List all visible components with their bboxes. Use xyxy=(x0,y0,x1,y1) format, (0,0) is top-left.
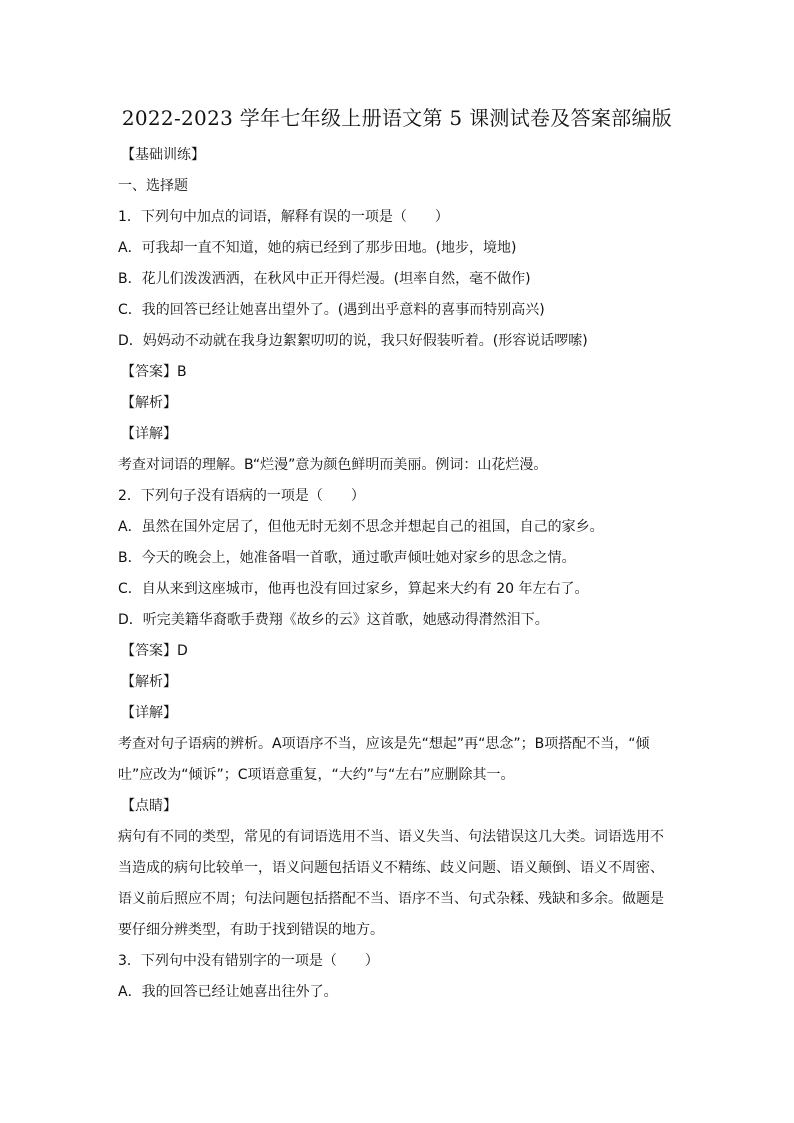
line-text: 语义前后照应不周；句法问题包括搭配不当、语序不当、句式杂糅、残缺和多余。做题是 xyxy=(118,891,664,907)
line-option: A．我的回答已经让她喜出往外了。 xyxy=(118,984,338,1000)
line-option: D．妈妈动不动就在我身边絮絮叨叨的说，我只好假装听着。(形容说话啰嗦) xyxy=(118,333,588,349)
line-question: 1．下列句中加点的词语，解释有误的一项是（ ） xyxy=(118,209,449,225)
line-tag: 【答案】B xyxy=(121,364,187,380)
line-text: 当造成的病句比较单一，语义问题包括语义不精练、歧义问题、语义颠倒、语义不周密、 xyxy=(118,860,664,876)
line-option: B．花儿们泼泼洒洒，在秋风中正开得烂漫。(坦率自然，毫不做作) xyxy=(118,271,531,287)
document-body xyxy=(118,140,688,1008)
line-text: 病句有不同的类型，常见的有词语选用不当、语义失当、句法错误这几大类。词语选用不 xyxy=(118,829,664,845)
line-option: C．自从来到这座城市，他再也没有回过家乡，算起来大约有 20 年左右了。 xyxy=(118,581,589,597)
line-tag: 【解析】 xyxy=(121,674,177,690)
line-tag: 【基础训练】 xyxy=(121,147,205,163)
line-option: C．我的回答已经让她喜出望外了。(遇到出乎意料的喜事而特别高兴) xyxy=(118,302,545,318)
line-tag: 【详解】 xyxy=(121,705,177,721)
line-tag: 【点睛】 xyxy=(121,798,177,814)
line-option: A．虽然在国外定居了，但他无时无刻不思念并想起自己的祖国，自己的家乡。 xyxy=(118,519,604,535)
line-option: B．今天的晚会上，她准备唱一首歌，通过歌声倾吐她对家乡的思念之情。 xyxy=(118,550,576,566)
line-tag: 【详解】 xyxy=(121,426,177,442)
line-question: 2．下列句子没有语病的一项是（ ） xyxy=(118,488,365,504)
line-tag: 【答案】D xyxy=(121,643,188,659)
line-text: 考查对词语的理解。B“烂漫”意为颜色鲜明而美丽。例词：山花烂漫。 xyxy=(118,457,548,473)
line-tag: 【解析】 xyxy=(121,395,177,411)
line-text: 考查对句子语病的辨析。A项语序不当，应该是先“想起”再“思念”；B项搭配不当，“倾 xyxy=(118,736,650,752)
line-option: D．听完美籍华裔歌手费翔《故乡的云》这首歌，她感动得潸然泪下。 xyxy=(118,612,549,628)
document-title: 2022-2023 学年七年级上册语文第 5 课测试卷及答案部编版 xyxy=(121,106,673,130)
line-option: A．可我却一直不知道，她的病已经到了那步田地。(地步，境地) xyxy=(118,240,517,256)
line-heading: 一、选择题 xyxy=(118,178,188,194)
line-text: 要仔细分辨类型，有助于找到错误的地方。 xyxy=(118,922,384,938)
line-text: 吐”应改为“倾诉”；C项语意重复，“大约”与“左右”应删除其一。 xyxy=(118,767,515,783)
line-question: 3．下列句中没有错别字的一项是（ ） xyxy=(118,953,379,969)
